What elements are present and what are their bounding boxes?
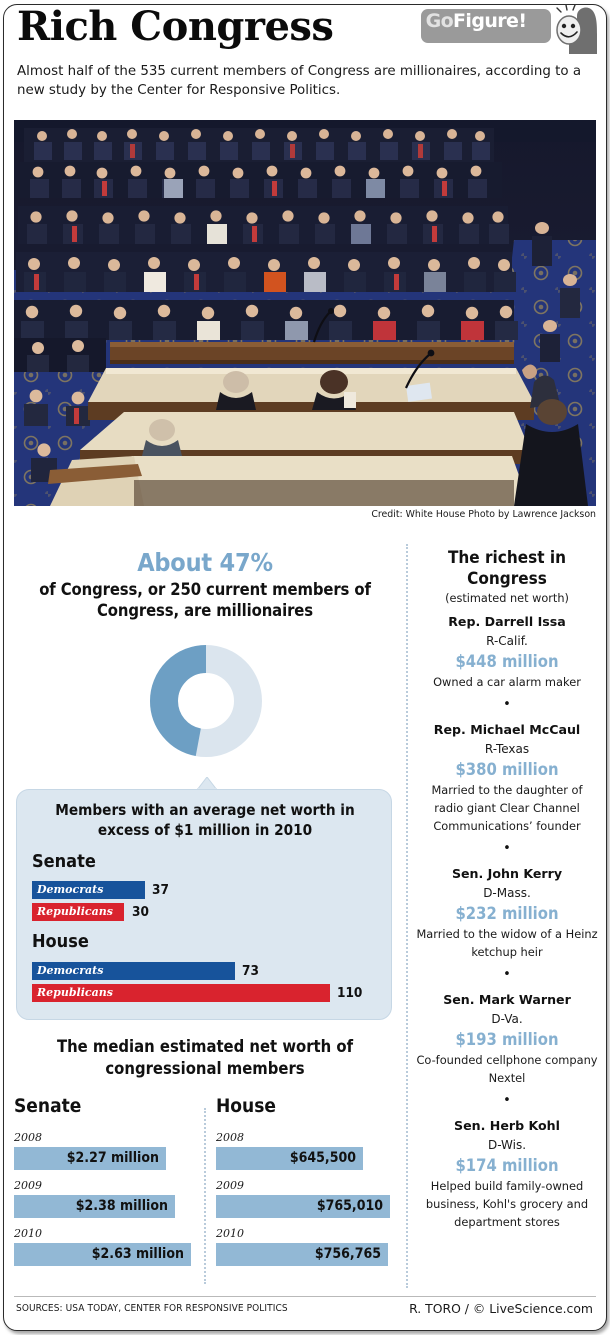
richest-party: R-Calif. bbox=[486, 634, 528, 648]
median-column-senate bbox=[14, 1095, 200, 1275]
median-item bbox=[216, 1227, 402, 1266]
median-bar bbox=[216, 1147, 363, 1170]
about-block bbox=[14, 548, 396, 621]
richest-title: The richest in Congress bbox=[447, 548, 566, 589]
panel-title: Members with an average net worth in excess of $1 million in 2010 bbox=[55, 801, 355, 839]
richest-party: D-Wis. bbox=[487, 1138, 527, 1152]
richest-name: Sen. John Kerry bbox=[451, 866, 563, 881]
logo-go-text: Go bbox=[425, 10, 454, 32]
bar-value: 73 bbox=[242, 963, 259, 979]
richest-entry bbox=[416, 612, 598, 691]
bar-party-label: Republicans bbox=[37, 986, 113, 999]
bar-value: 110 bbox=[337, 985, 363, 1001]
panel-bar-senate-republicans bbox=[32, 903, 372, 921]
panel-group-label-house: House bbox=[32, 931, 89, 952]
richest-amount: $174 million bbox=[455, 1156, 559, 1175]
header-subtitle: Almost half of the 535 current members of Congress are millionaires, according to a new study by the Center for Responsive Politics. bbox=[17, 64, 582, 98]
median-year: 2008 bbox=[216, 1131, 244, 1144]
median-year: 2009 bbox=[216, 1179, 244, 1192]
bar-value: 37 bbox=[152, 882, 169, 898]
richest-amount: $193 million bbox=[455, 1030, 559, 1049]
richest-amount: $232 million bbox=[455, 904, 559, 923]
richest-note: Helped build family-owned business, Kohl's grocery and department stores bbox=[425, 1179, 589, 1229]
bar-party-label: Democrats bbox=[37, 883, 104, 896]
median-column-house bbox=[216, 1095, 402, 1275]
median-column-divider bbox=[204, 1108, 206, 1284]
photo-credit: Credit: White House Photo by Lawrence Jackson bbox=[371, 509, 596, 520]
about-percent: About 47% bbox=[137, 548, 273, 577]
footer-credit: R. TORO / © LiveScience.com bbox=[409, 1301, 593, 1316]
richest-entry bbox=[416, 864, 598, 961]
entry-separator: • bbox=[503, 1093, 511, 1108]
median-value: $645,500 bbox=[289, 1150, 356, 1166]
millionaire-members-panel bbox=[16, 789, 392, 1020]
median-value: $2.38 million bbox=[75, 1198, 168, 1214]
median-chamber-house: House bbox=[216, 1095, 276, 1117]
page-title: Rich Congress bbox=[17, 3, 334, 50]
richest-name: Rep. Michael McCaul bbox=[433, 722, 581, 737]
median-year: 2008 bbox=[14, 1131, 42, 1144]
median-net-worth-title: The median estimated net worth of congressional members bbox=[56, 1037, 354, 1078]
median-item bbox=[216, 1131, 402, 1170]
richest-entry bbox=[416, 720, 598, 835]
richest-name: Rep. Darrell Issa bbox=[448, 614, 566, 629]
richest-party: R-Texas bbox=[484, 742, 530, 756]
median-value: $765,010 bbox=[316, 1198, 383, 1214]
median-value: $2.27 million bbox=[66, 1150, 159, 1166]
bar-value: 30 bbox=[132, 904, 149, 920]
median-value: $756,765 bbox=[314, 1246, 381, 1262]
median-bar bbox=[14, 1243, 191, 1266]
median-bar bbox=[216, 1195, 390, 1218]
logo-figure-text: Figure! bbox=[453, 10, 527, 32]
photo-illustration bbox=[14, 120, 596, 506]
median-bar bbox=[216, 1243, 388, 1266]
gofigure-logo bbox=[411, 4, 601, 56]
about-detail: of Congress, or 250 current members of Congress, are millionaires bbox=[39, 580, 371, 620]
panel-bar-house-republicans bbox=[32, 984, 378, 1002]
richest-amount: $448 million bbox=[455, 652, 559, 671]
panel-group-label-senate: Senate bbox=[32, 851, 96, 872]
flexing-arm-mascot-icon bbox=[547, 4, 599, 54]
logo-text bbox=[411, 4, 541, 38]
millionaires-donut-chart bbox=[150, 645, 262, 757]
median-bar bbox=[14, 1147, 166, 1170]
median-item bbox=[14, 1131, 200, 1170]
bar-party-label: Democrats bbox=[37, 964, 104, 977]
panel-bar-house-democrats bbox=[32, 962, 378, 980]
richest-entry bbox=[416, 1116, 598, 1231]
median-year: 2010 bbox=[216, 1227, 244, 1240]
median-value: $2.63 million bbox=[91, 1246, 184, 1262]
bar-party-label: Republicans bbox=[37, 905, 113, 918]
column-divider bbox=[406, 544, 408, 1288]
entry-separator: • bbox=[503, 841, 511, 856]
median-item bbox=[216, 1179, 402, 1218]
richest-entry bbox=[416, 990, 598, 1087]
richest-note: Co-founded cellphone company Nextel bbox=[416, 1053, 598, 1085]
median-item bbox=[14, 1179, 200, 1218]
entry-separator: • bbox=[503, 697, 511, 712]
richest-note: Married to the widow of a Heinz ketchup heir bbox=[416, 927, 598, 959]
richest-note: Married to the daughter of radio giant Clear Channel Communications’ founder bbox=[431, 783, 583, 833]
richest-name: Sen. Mark Warner bbox=[443, 992, 571, 1007]
richest-subtitle: (estimated net worth) bbox=[445, 592, 569, 605]
median-year: 2010 bbox=[14, 1227, 42, 1240]
median-chamber-senate: Senate bbox=[14, 1095, 82, 1117]
footer-sources: SOURCES: USA TODAY, CENTER FOR RESPONSIVE POLITICS bbox=[16, 1303, 288, 1314]
panel-bar-senate-democrats bbox=[32, 881, 372, 899]
richest-party: D-Mass. bbox=[483, 886, 531, 900]
median-bar bbox=[14, 1195, 175, 1218]
richest-amount: $380 million bbox=[455, 760, 559, 779]
richest-name: Sen. Herb Kohl bbox=[454, 1118, 560, 1133]
richest-party: D-Va. bbox=[491, 1012, 523, 1026]
joint-session-of-congress-photo bbox=[14, 120, 596, 506]
median-year: 2009 bbox=[14, 1179, 42, 1192]
median-item bbox=[14, 1227, 200, 1266]
entry-separator: • bbox=[503, 967, 511, 982]
header bbox=[0, 0, 604, 98]
richest-note: Owned a car alarm maker bbox=[433, 675, 581, 689]
richest-in-congress-column bbox=[416, 548, 598, 1231]
footer-divider bbox=[14, 1296, 596, 1297]
